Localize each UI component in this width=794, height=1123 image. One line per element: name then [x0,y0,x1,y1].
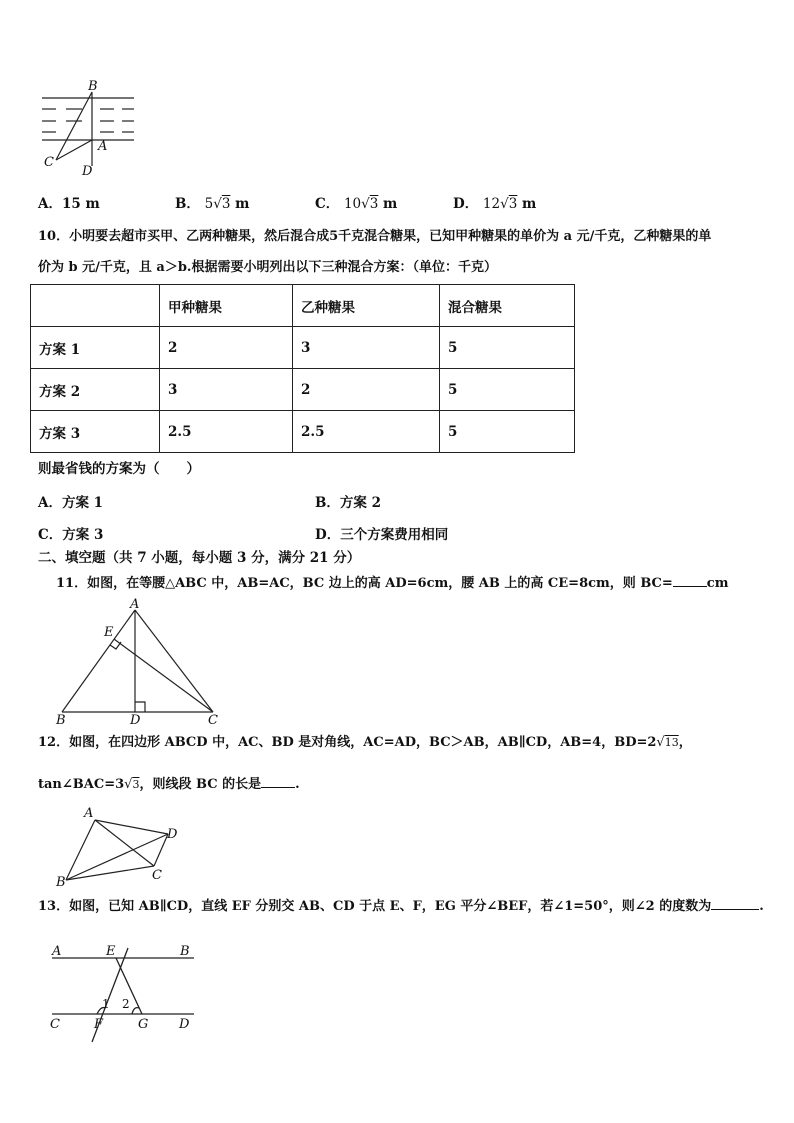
q10-option-a[interactable]: A．方案 1 [38,495,104,511]
q10-option-b[interactable]: B．方案 2 [315,495,382,511]
label-E: E [104,625,114,640]
label-A: A [130,597,140,612]
label-F: F [94,1017,104,1032]
q10-text-line1: 10．小明要去超市买甲、乙两种糖果，然后混合成5千克混合糖果，已知甲种糖果的单价为 a 元/千克，乙种糖果的单 [38,229,712,244]
label-D: D [167,827,178,842]
label-B: B [56,713,66,726]
section-title: 二、填空题（共 7 小题，每小题 3 分，满分 21 分） [38,550,361,566]
q13-text: 13．如图，已知 AB∥CD，直线 EF 分别交 AB、CD 于点 E、F，EG 平分∠BEF，若∠1=50°，则∠2 的度数为 . [38,899,764,914]
q10-text-line2: 价为 b 元/千克，且 a＞b.根据需要小明列出以下三种混合方案：（单位：千克） [38,260,497,275]
q10-option-d[interactable]: D．三个方案费用相同 [315,527,449,543]
table-row: 方案 1 2 3 5 [31,327,575,369]
label-A: A [52,944,62,959]
q9-option-d[interactable]: D． 12√3 m [453,196,537,212]
q12-text-line1: 12．如图，在四边形 ABCD 中，AC、BD 是对角线，AC=AD，BC＞AB，AB∥CD，AB=4，BD=2√13， [38,735,692,750]
q9-option-b[interactable]: B． 5√3 m [175,196,250,212]
label-D: D [179,1017,190,1032]
q9-figure [34,78,144,178]
label-angle-2: 2 [122,997,130,1011]
label-D: D [82,164,93,178]
q12-figure [50,802,190,894]
label-C: C [44,155,54,170]
answer-blank[interactable] [673,586,707,587]
label-A: A [98,139,108,154]
label-C: C [50,1017,60,1032]
label-E: E [106,944,116,959]
answer-blank[interactable] [261,787,295,788]
label-B: B [88,79,98,94]
table-row: 方案 2 3 2 5 [31,369,575,411]
label-B: B [180,944,190,959]
label-C: C [208,713,218,726]
label-D: D [130,713,141,726]
answer-blank[interactable] [711,909,759,910]
q9-option-a[interactable]: A．15 m [38,196,100,212]
q10-option-c[interactable]: C．方案 3 [38,527,104,543]
q9-option-c[interactable]: C． 10√3 m [315,196,398,212]
table-row: 方案 3 2.5 2.5 5 [31,411,575,453]
q10-table [30,284,575,453]
q11-text: 11．如图，在等腰△ABC 中，AB=AC，BC 边上的高 AD=6cm，腰 AB 上的高 CE=8cm，则 BC= cm [56,576,729,591]
table-header-row: 甲种糖果 乙种糖果 混合糖果 [31,285,575,327]
q10-question: 则最省钱的方案为（ ） [38,461,200,477]
label-angle-1: 1 [102,997,110,1011]
label-G: G [138,1017,149,1032]
q13-figure [44,938,214,1048]
q12-text-line2: tan∠BAC=3√3，则线段 BC 的长是 . [38,777,300,792]
label-A: A [84,806,94,821]
q11-figure [50,596,230,726]
label-B: B [56,875,66,890]
label-C: C [152,868,162,883]
